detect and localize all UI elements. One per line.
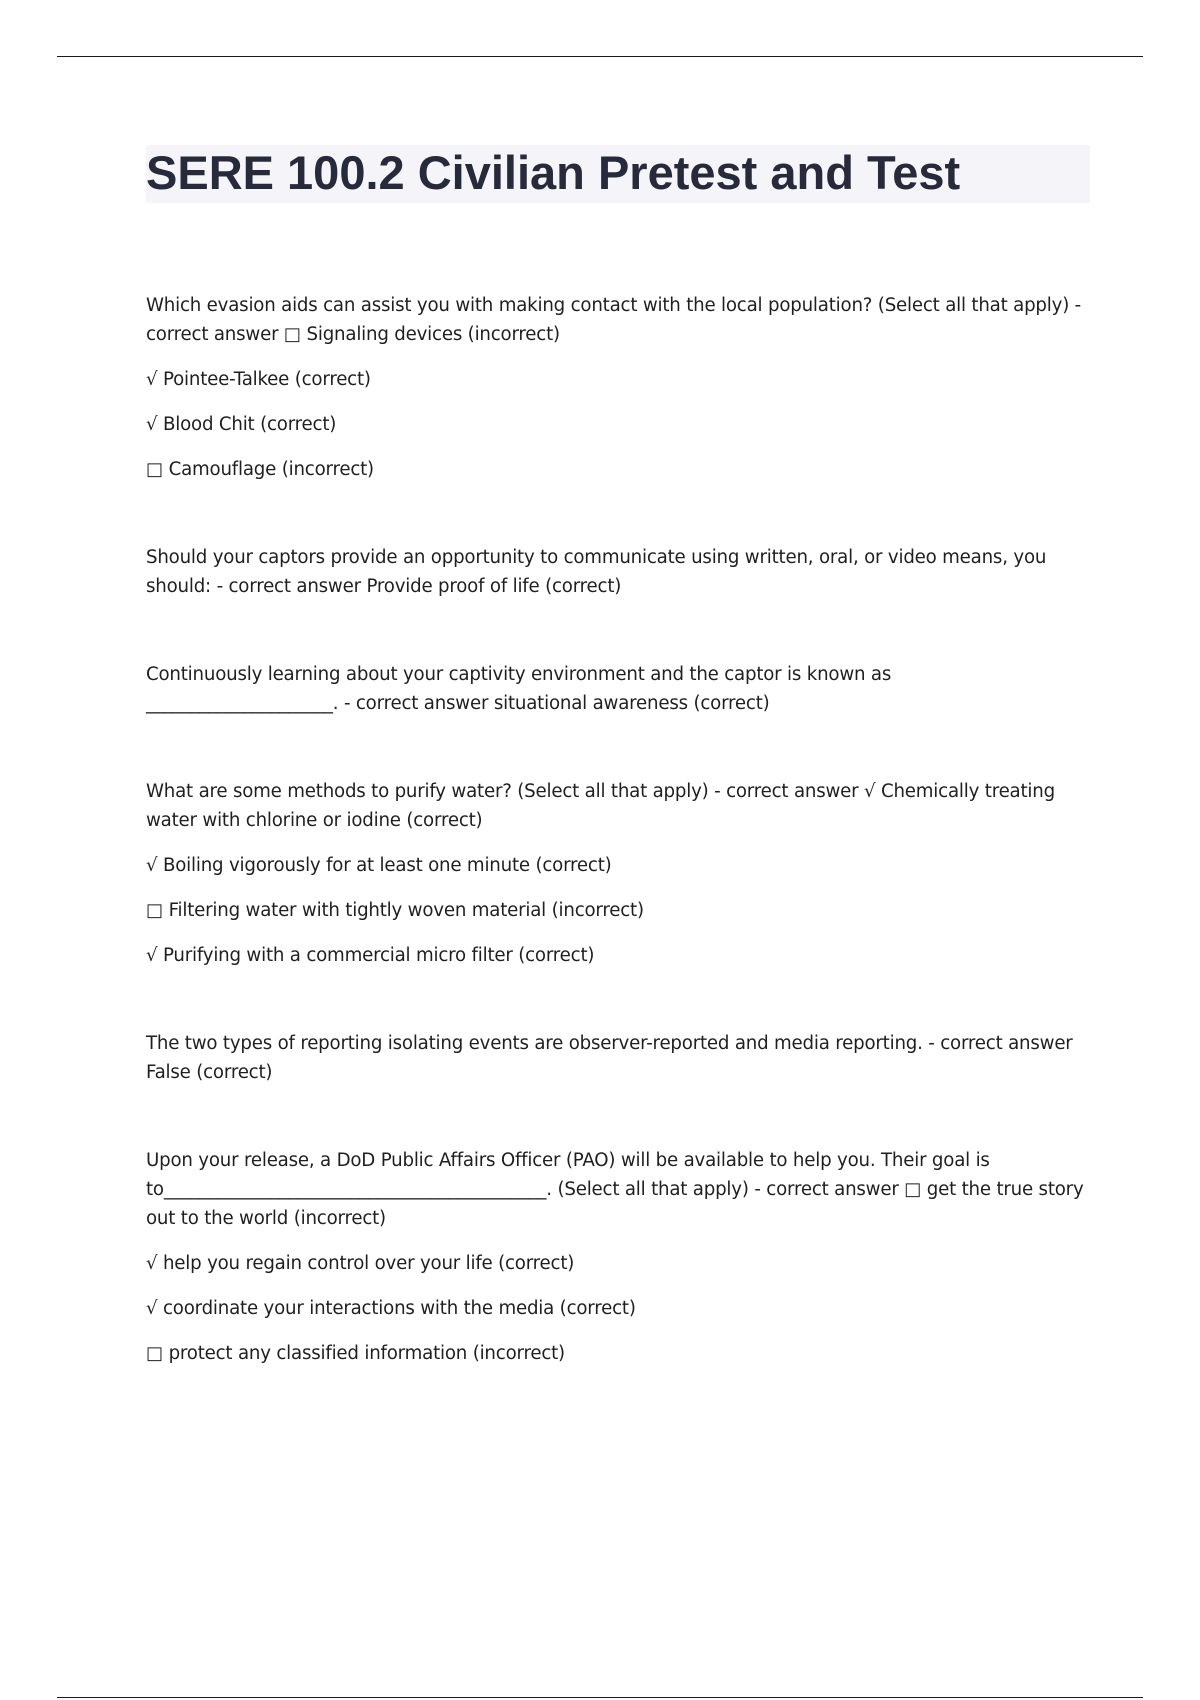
- qa-item: [146, 777, 1101, 970]
- answer-option: √ Pointee-Talkee (correct): [146, 369, 371, 390]
- qa-item: [146, 1029, 1101, 1087]
- fill-blank: _____________________: [146, 693, 333, 714]
- answer-option: √ coordinate your interactions with the media (correct): [146, 1298, 636, 1319]
- answer-option: □ Camouflage (incorrect): [146, 459, 374, 480]
- question-text: [146, 660, 1101, 718]
- question-lead: Upon your release, a DoD Public Affairs Officer (PAO) will be available to help you. Their goal is to: [146, 1150, 990, 1200]
- fill-blank: ___________________________________________: [163, 1179, 547, 1200]
- qa-item: [146, 543, 1101, 601]
- qa-item: [146, 660, 1101, 718]
- document-body: [146, 291, 1101, 1368]
- answer-option: √ Blood Chit (correct): [146, 414, 337, 435]
- question-text: [146, 1146, 1101, 1233]
- question-text: What are some methods to purify water? (Select all that apply) - correct answer √ Chemically treating water with chlorine or iodine (correct): [146, 781, 1055, 831]
- answer-option: √ Purifying with a commercial micro filter (correct): [146, 945, 595, 966]
- question-text: Which evasion aids can assist you with making contact with the local population? (Select all that apply) - correct answer □ Signaling devices (incorrect): [146, 295, 1082, 345]
- question-text: Should your captors provide an opportunity to communicate using written, oral, or video means, you should: - correct answer Provide proof of life (correct): [146, 547, 1047, 597]
- question-tail: . - correct answer situational awareness (correct): [332, 693, 770, 714]
- answer-option: □ Filtering water with tightly woven material (incorrect): [146, 900, 644, 921]
- question-text: The two types of reporting isolating events are observer-reported and media reporting. - correct answer False (correct): [146, 1033, 1073, 1083]
- answer-option: √ Boiling vigorously for at least one minute (correct): [146, 855, 612, 876]
- top-rule: [57, 56, 1143, 57]
- document-title: SERE 100.2 Civilian Pretest and Test: [146, 146, 961, 199]
- question-tail: . (Select all that apply) - correct answer □ get the true story out to the world (incorrect): [146, 1179, 1084, 1229]
- qa-item: [146, 291, 1101, 484]
- question-lead: Continuously learning about your captivity environment and the captor is known as: [146, 664, 892, 685]
- qa-item: [146, 1146, 1101, 1368]
- answer-option: □ protect any classified information (incorrect): [146, 1343, 565, 1364]
- bottom-rule: [57, 1697, 1143, 1698]
- answer-option: √ help you regain control over your life (correct): [146, 1253, 575, 1274]
